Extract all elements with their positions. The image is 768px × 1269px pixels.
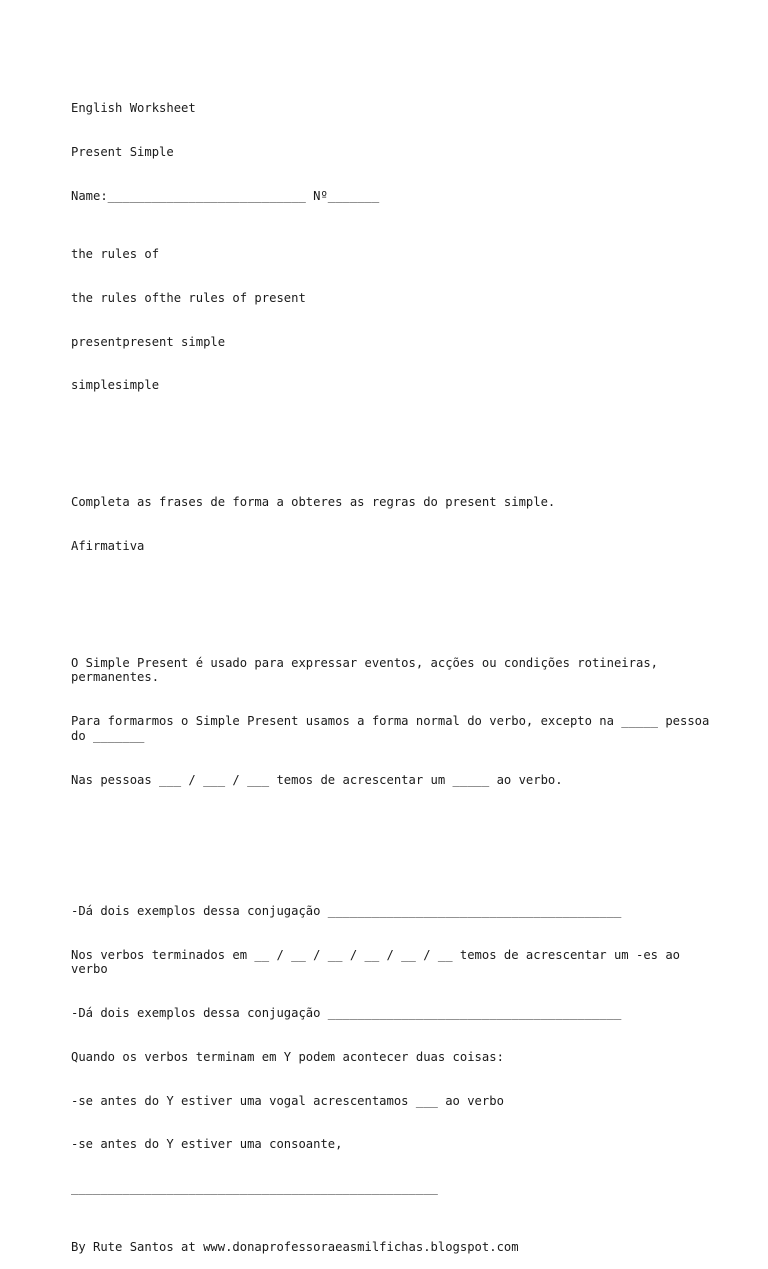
- rule-paragraph: O Simple Present é usado para expressar eventos, acções ou condições rotineiras, permanentes.: [71, 655, 666, 685]
- footer-credit: By Rute Santos at www.donaprofessoraeasmilfichas.blogspot.com: [71, 1239, 519, 1254]
- exercise-line: -Dá dois exemplos dessa conjugação ________________________________________: [71, 903, 622, 918]
- worksheet-page: [71, 72, 717, 1269]
- exercise-line: -Dá dois exemplos dessa conjugação ________________________________________: [71, 1006, 622, 1020]
- rules-line: presentpresent simple: [71, 334, 226, 349]
- worksheet-title: English Worksheet: [71, 101, 196, 116]
- rules-line: simplesimple: [71, 378, 160, 393]
- spacer: [71, 831, 711, 860]
- answer-blank-line: __________________________________________________: [71, 1181, 438, 1196]
- section-heading: Afirmativa: [71, 539, 145, 553]
- exercise-line: -se antes do Y estiver uma consoante,: [71, 1137, 343, 1152]
- rules-line: the rules of: [71, 247, 160, 262]
- rule-paragraph: Para formarmos o Simple Present usamos a forma normal do verbo, excepto na _____ pessoa do _______: [71, 714, 717, 743]
- spacer: [71, 437, 711, 452]
- exercise-line: -se antes do Y estiver uma vogal acrescentamos ___ ao verbo: [71, 1093, 504, 1108]
- rules-line: the rules ofthe rules of present: [71, 290, 306, 305]
- instructions-intro: Completa as frases de forma a obteres as regras do present simple.: [71, 495, 556, 510]
- exercise-line: Nos verbos terminados em __ / __ / __ / __ / __ / __ temos de acrescentar um -es ao verbo: [71, 947, 688, 977]
- rule-paragraph: Nas pessoas ___ / ___ / ___ temos de acrescentar um _____ ao verbo.: [71, 772, 563, 787]
- name-number-line: Name:___________________________ Nº_______: [71, 188, 380, 203]
- worksheet-subtitle: Present Simple: [71, 144, 174, 159]
- spacer: [71, 597, 711, 612]
- exercise-line: Quando os verbos terminam em Y podem acontecer duas coisas:: [71, 1049, 504, 1064]
